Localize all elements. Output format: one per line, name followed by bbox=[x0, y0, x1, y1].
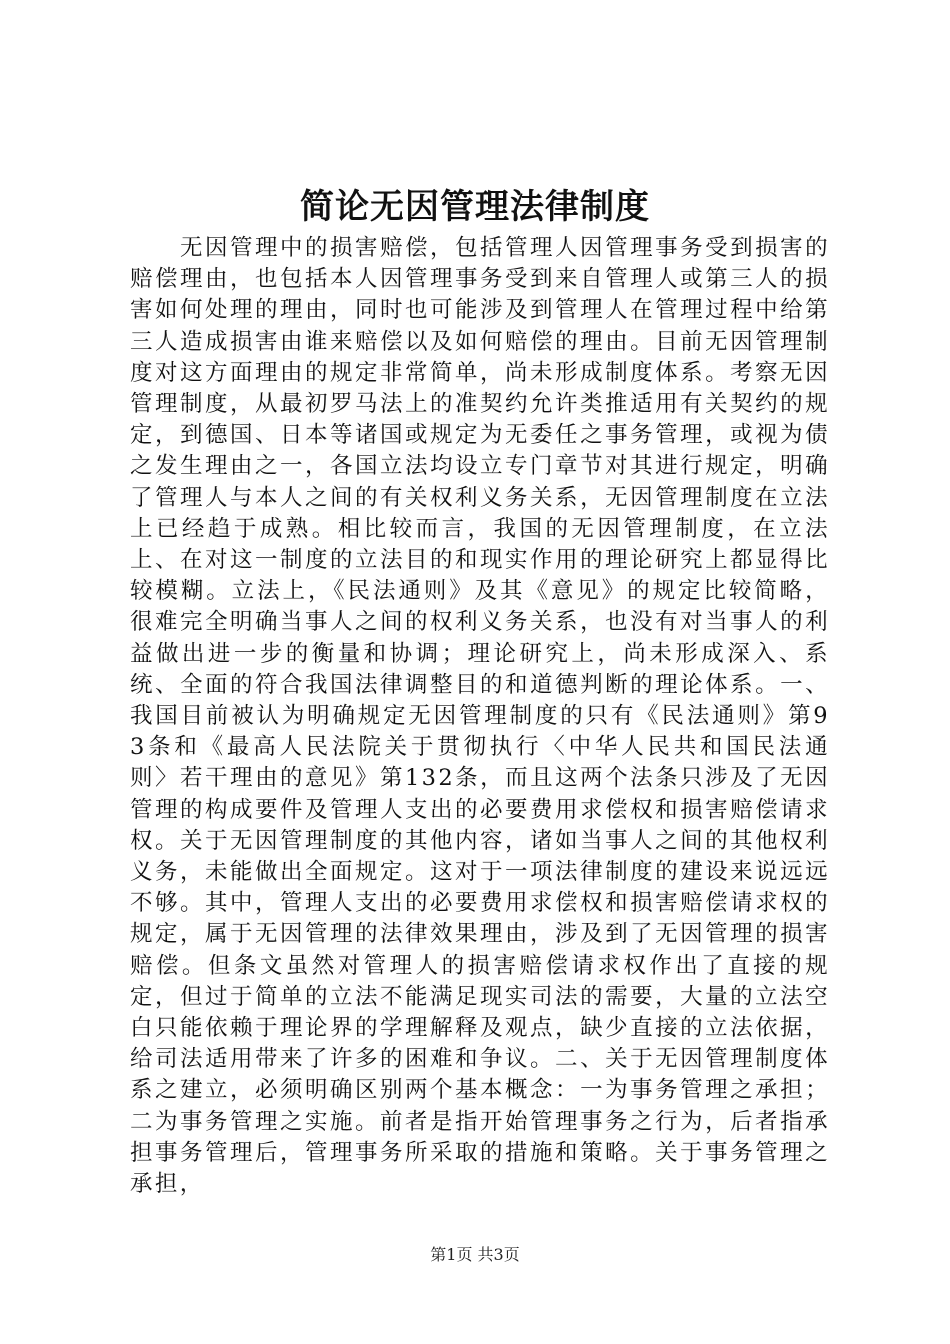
document-body-paragraph: 无因管理中的损害赔偿，包括管理人因管理事务受到损害的赔偿理由，也包括本人因管理事务受到来自管理人或第三人的损害如何处理的理由，同时也可能涉及到管理人在管理过程中给第三人造成损害由谁来赔偿以及如何赔偿的理由。目前无因管理制度对这方面理由的规定非常简单，尚未形成制度体系。考察无因管理制度，从最初罗马法上的准契约允许类推适用有关契约的规定，到德国、日本等诸国或规定为无委任之事务管理，或视为债之发生理由之一，各国立法均设立专门章节对其进行规定，明确了管理人与本人之间的有关权利义务关系，无因管理制度在立法上已经趋于成熟。相比较而言，我国的无因管理制度，在立法上、在对这一制度的立法目的和现实作用的理论研究上都显得比较模糊。立法上，《民法通则》及其《意见》的规定比较简略，很难完全明确当事人之间的权利义务关系，也没有对当事人的利益做出进一步的衡量和协调；理论研究上，尚未形成深入、系统、全面的符合我国法律调整目的和道德判断的理论体系。一、我国目前被认为明确规定无因管理制度的只有《民法通则》第93条和《最高人民法院关于贯彻执行〈中华人民共和国民法通则〉若干理由的意见》第132条，而且这两个法条只涉及了无因管理的构成要件及管理人支出的必要费用求偿权和损害赔偿请求权。关于无因管理制度的其他内容，诸如当事人之间的其他权利义务，未能做出全面规定。这对于一项法律制度的建设来说远远不够。其中，管理人支出的必要费用求偿权和损害赔偿请求权的规定，属于无因管理的法律效果理由，涉及到了无因管理的损害赔偿。但条文虽然对管理人的损害赔偿请求权作出了直接的规定，但过于简单的立法不能满足现实司法的需要，大量的立法空白只能依赖于理论界的学理解释及观点，缺少直接的立法依据，给司法适用带来了许多的困难和争议。二、关于无因管理制度体系之建立，必须明确区别两个基本概念：一为事务管理之承担；二为事务管理之实施。前者是指开始管理事务之行为，后者指承担事务管理后，管理事务所采取的措施和策略。关于事务管理之承担， bbox=[130, 235, 830, 1198]
page-footer: 第1页 共3页 bbox=[430, 1245, 520, 1264]
document-title: 简论无因管理法律制度 bbox=[300, 187, 650, 227]
